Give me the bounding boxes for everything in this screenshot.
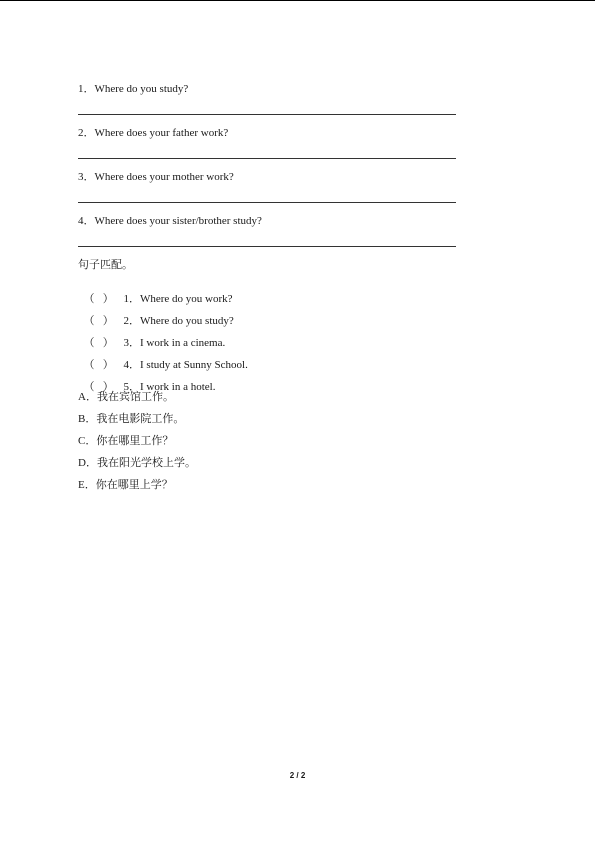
option-b: B．我在电影院工作。	[78, 413, 185, 425]
answer-bracket[interactable]: （ ）	[83, 359, 114, 371]
question-4: 4．Where does your sister/brother study?	[78, 215, 262, 227]
answer-bracket[interactable]: （ ）	[83, 293, 114, 305]
page-number: 2 / 2	[289, 771, 306, 780]
option-d: D．我在阳光学校上学。	[78, 457, 196, 469]
match-item-text: 4．I study at Sunny School.	[123, 359, 248, 371]
question-2: 2．Where does your father work?	[78, 127, 229, 139]
answer-bracket[interactable]: （ ）	[83, 337, 114, 349]
answer-bracket[interactable]: （ ）	[83, 381, 114, 393]
option-c: C．你在哪里工作？	[78, 435, 174, 447]
question-3: 3．Where does your mother work?	[78, 171, 234, 183]
match-item-text: 2．Where do you study?	[123, 315, 234, 327]
top-border-rule	[0, 0, 595, 1]
option-e: E．你在哪里上学？	[78, 479, 173, 491]
option-a: A．我在宾馆工作。	[78, 391, 174, 403]
answer-line-4[interactable]	[78, 246, 456, 247]
match-item-text: 5．I work in a hotel.	[123, 381, 216, 393]
match-item-text: 3．I work in a cinema.	[123, 337, 226, 349]
answer-line-2[interactable]	[78, 158, 456, 159]
match-item-text: 1．Where do you work?	[123, 293, 233, 305]
answer-line-1[interactable]	[78, 114, 456, 115]
matching-section-title: 句子匹配。	[78, 259, 133, 271]
answer-bracket[interactable]: （ ）	[83, 315, 114, 327]
question-1: 1．Where do you study?	[78, 83, 189, 95]
answer-line-3[interactable]	[78, 202, 456, 203]
